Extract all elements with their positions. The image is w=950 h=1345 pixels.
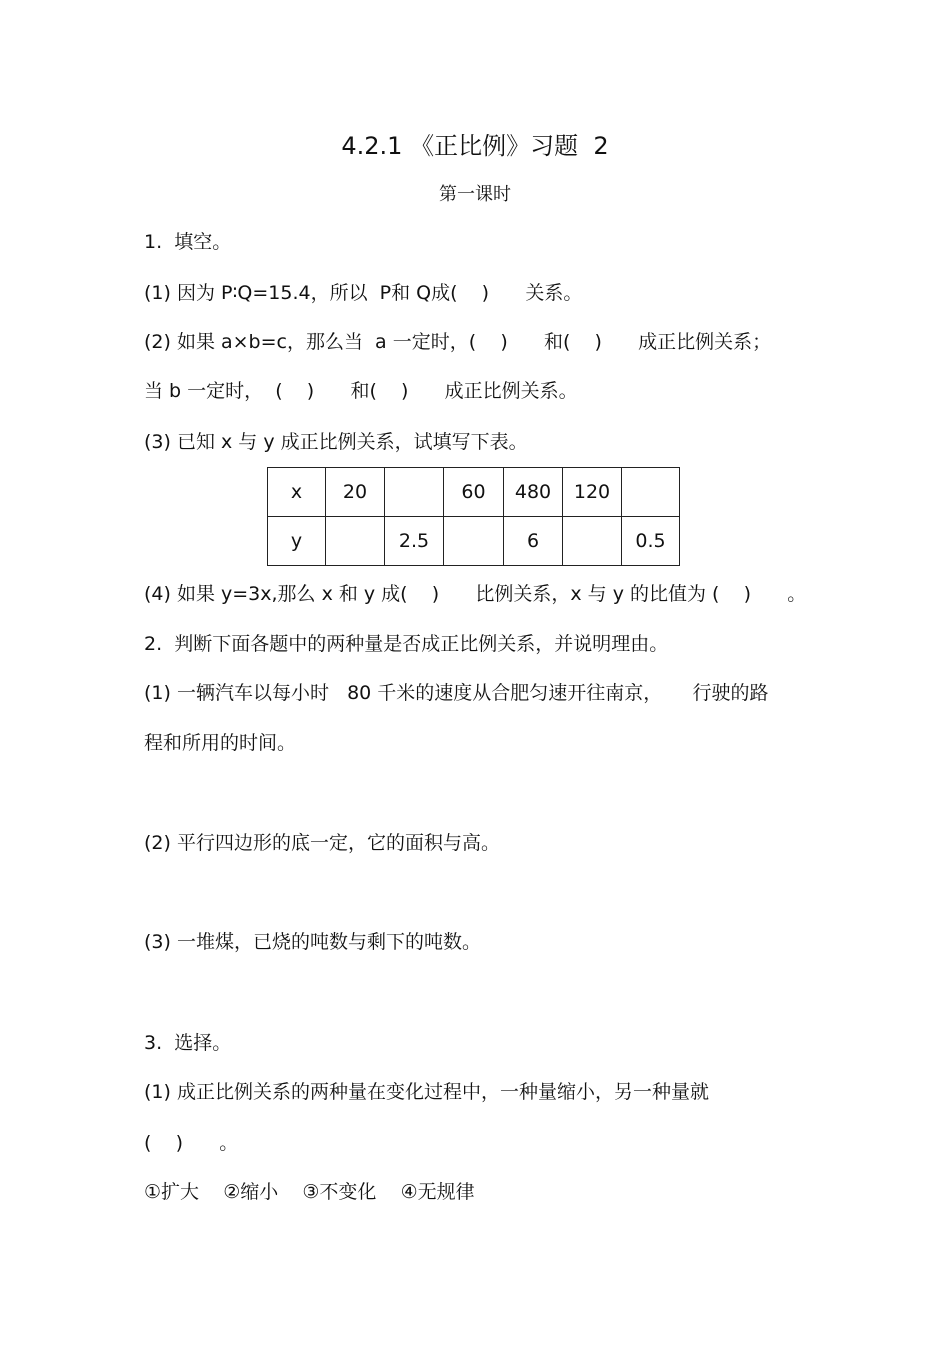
question-2-part-3: (3) 一堆煤，已烧的吨数与剩下的吨数。 <box>144 931 481 953</box>
question-3-part-1: (1) 成正比例关系的两种量在变化过程中，一种量缩小，另一种量就 <box>144 1081 709 1103</box>
table-cell <box>326 517 385 566</box>
question-2-part-1-continued: 程和所用的时间。 <box>144 732 297 754</box>
question-3-options: ①扩大 ②缩小 ③不变化 ④无规律 <box>144 1181 475 1203</box>
table-row-x <box>268 468 680 517</box>
table-cell <box>385 468 444 517</box>
table-cell: 20 <box>326 468 385 517</box>
table-cell: x <box>268 468 326 517</box>
question-1-part-1: (1) 因为 P∶Q=15.4，所以 P和 Q成( ) 关系。 <box>144 282 583 304</box>
xy-value-table <box>267 467 680 566</box>
question-1-part-3: (3) 已知 x 与 y 成正比例关系，试填写下表。 <box>144 431 528 453</box>
question-1-part-2: (2) 如果 a×b=c，那么当 a 一定时，( ) 和( ) 成正比例关系； <box>144 331 772 353</box>
question-3-heading: 3. 选择。 <box>144 1032 232 1054</box>
table-cell: 120 <box>563 468 622 517</box>
table-cell: y <box>268 517 326 566</box>
table-cell: 60 <box>444 468 504 517</box>
question-1-heading: 1. 填空。 <box>144 231 232 253</box>
table-row-y <box>268 517 680 566</box>
question-1-part-4: (4) 如果 y=3x,那么 x 和 y 成( ) 比例关系，x 与 y 的比值为 ( ) 。 <box>144 583 807 605</box>
table-cell: 2.5 <box>385 517 444 566</box>
table-cell: 6 <box>504 517 563 566</box>
question-2-part-2: (2) 平行四边形的底一定，它的面积与高。 <box>144 832 500 854</box>
question-2-part-1: (1) 一辆汽车以每小时 80 千米的速度从合肥匀速开往南京， 行驶的路 <box>144 682 769 704</box>
table-cell <box>622 468 680 517</box>
page-title: 4.2.1 《正比例》习题 2 <box>341 132 609 160</box>
question-1-part-2-continued: 当 b 一定时， ( ) 和( ) 成正比例关系。 <box>144 380 578 402</box>
table-cell <box>563 517 622 566</box>
table-cell: 0.5 <box>622 517 680 566</box>
question-2-heading: 2. 判断下面各题中的两种量是否成正比例关系，并说明理由。 <box>144 633 669 655</box>
page-subtitle: 第一课时 <box>439 184 511 205</box>
question-3-part-1-continued: ( ) 。 <box>144 1132 239 1154</box>
table-cell <box>444 517 504 566</box>
table-cell: 480 <box>504 468 563 517</box>
